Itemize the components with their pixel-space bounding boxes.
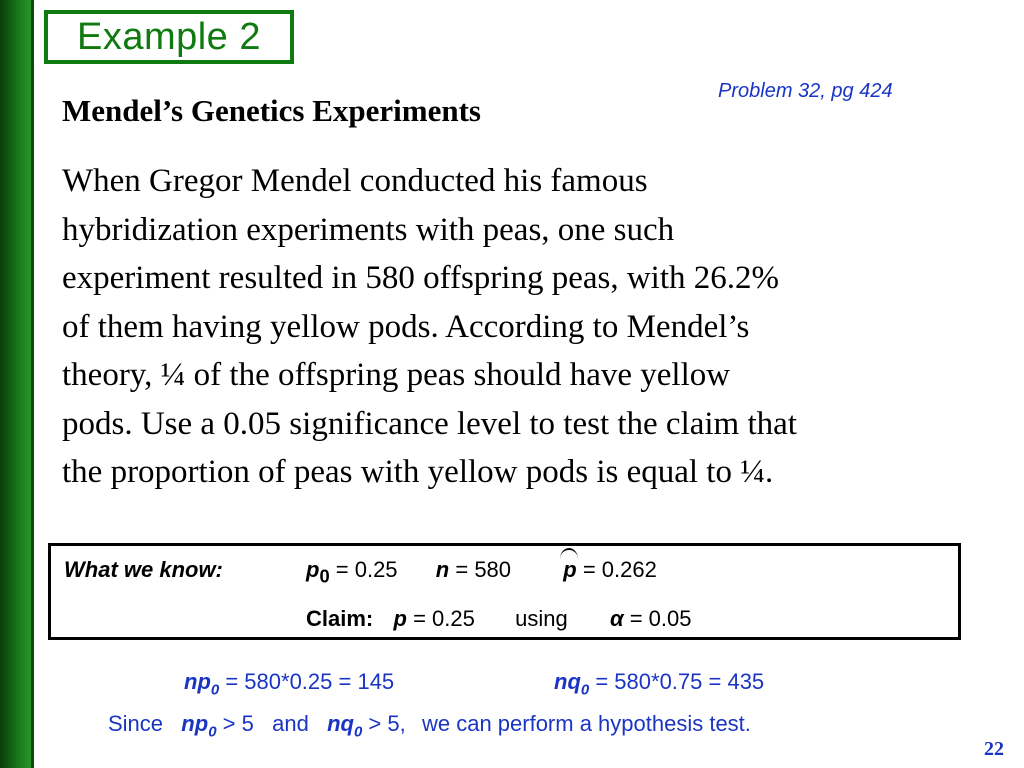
p-hat-value: = 0.262 [576, 557, 657, 582]
p0-variable: p [306, 557, 320, 582]
cond2-relation: > 5, [362, 711, 406, 736]
n-variable: n [435, 557, 450, 582]
conclusion-text: we can perform a hypothesis test. [421, 711, 751, 736]
statement-line: pods. Use a 0.05 significance level to test the claim that [62, 405, 797, 442]
hat-mark [560, 548, 578, 559]
nq0-variable: nq [554, 669, 581, 694]
slide-title: Example 2 [76, 15, 262, 58]
cond2-subscript: 0 [353, 723, 363, 741]
claim-value: = 0.25 [406, 606, 475, 631]
problem-statement [62, 157, 962, 497]
cond1-variable: np [181, 711, 209, 736]
since-text: Since [108, 711, 164, 736]
n-value: = 580 [449, 557, 512, 582]
alpha-variable: α [609, 606, 624, 631]
nq0-calculation [554, 669, 764, 698]
claim-row [306, 606, 691, 632]
known-values-box [48, 543, 961, 640]
statement-line: hybridization experiments with peas, one such [62, 211, 675, 248]
slide-heading: Mendel’s Genetics Experiments [62, 93, 481, 128]
statement-line: the proportion of peas with yellow pods is equal to ¼. [62, 454, 774, 490]
np0-subscript: 0 [210, 681, 220, 699]
p0-value: = 0.25 [329, 557, 398, 582]
cond2-variable: nq [327, 711, 354, 736]
nq0-expression: = 580*0.75 = 435 [589, 669, 765, 694]
statement-line: theory, ¼ of the offspring peas should have yellow [62, 357, 731, 393]
claim-label: Claim: [306, 606, 374, 631]
sidebar-bar [0, 0, 34, 768]
np0-calculation [184, 669, 394, 698]
and-text: and [272, 711, 309, 736]
np0-expression: = 580*0.25 = 145 [219, 669, 395, 694]
np0-variable: np [184, 669, 211, 694]
p0-subscript: 0 [319, 565, 330, 587]
known-label: What we know: [64, 557, 223, 582]
statement-line: When Gregor Mendel conducted his famous [62, 163, 648, 199]
page-number: 22 [984, 738, 1004, 760]
known-values-row [306, 557, 657, 587]
using-text: using [515, 606, 568, 631]
statement-line: experiment resulted in 580 offspring peas, with 26.2% [62, 260, 779, 296]
claim-variable: p [393, 606, 407, 631]
p-hat-symbol [563, 557, 576, 583]
alpha-value: = 0.05 [623, 606, 692, 631]
nq0-subscript: 0 [580, 681, 590, 699]
statement-line: of them having yellow pods. According to Mendel’s [62, 308, 750, 345]
p-hat-variable: p [563, 557, 577, 582]
title-box [44, 10, 294, 64]
cond1-subscript: 0 [208, 723, 217, 741]
problem-reference: Problem 32, pg 424 [718, 80, 893, 102]
conclusion-line [108, 711, 751, 740]
cond1-relation: > 5 [216, 711, 254, 736]
